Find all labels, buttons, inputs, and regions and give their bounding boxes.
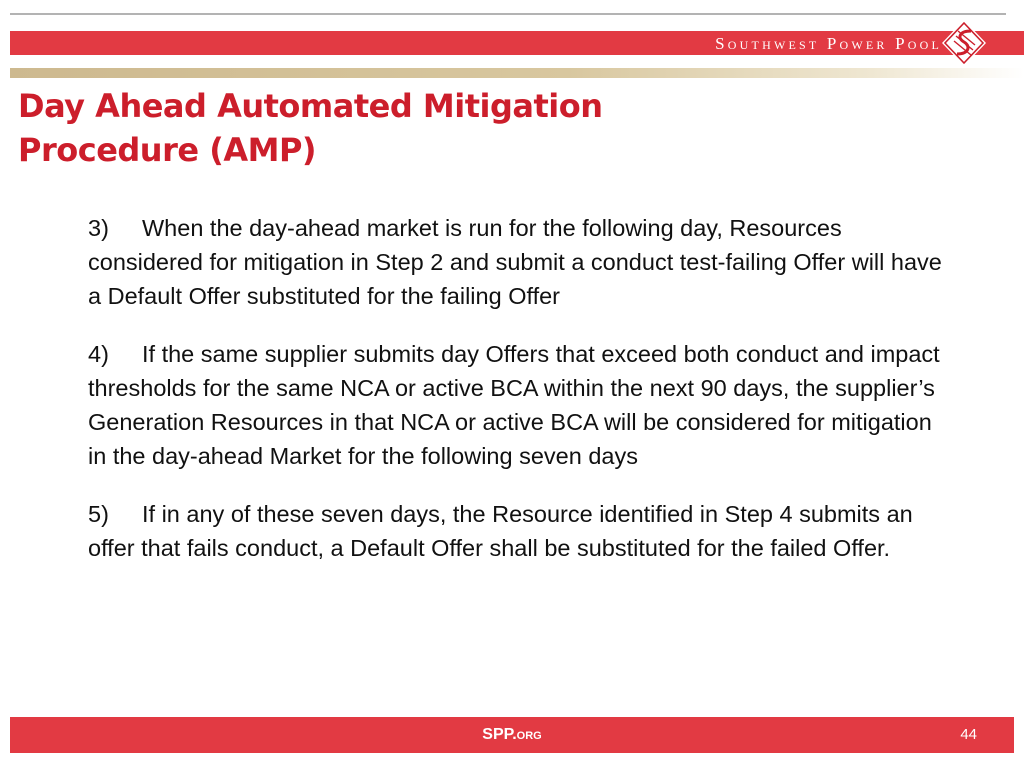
step-number: 4) — [88, 341, 109, 367]
step-text: If in any of these seven days, the Resource identified in Step 4 submits an offer that fails conduct, a Default Offer shall be substituted for the failed Offer. — [88, 501, 913, 561]
procedure-steps-list — [88, 211, 948, 589]
page-number: 44 — [960, 726, 977, 743]
footer-site-name: SPP.org — [482, 726, 542, 743]
spp-logo-icon — [940, 18, 988, 68]
brand-name: Southwest Power Pool — [715, 34, 942, 53]
step-text: If the same supplier submits day Offers that exceed both conduct and impact thresholds for the same NCA or active BCA within the next 90 days, the supplier’s Generation Resources in that NCA or active BCA will be considered for mitigation in the day-ahead Market for the following seven days — [88, 341, 940, 469]
slide-title-line-1: Day Ahead Automated Mitigation — [18, 87, 603, 125]
list-item — [88, 497, 948, 565]
slide-title-line-2: Procedure (AMP) — [18, 131, 317, 169]
slide-title — [18, 84, 918, 172]
top-divider — [10, 13, 1006, 15]
accent-band — [10, 68, 1024, 78]
step-text: When the day-ahead market is run for the following day, Resources considered for mitigation in Step 2 and submit a conduct test-failing Offer will have a Default Offer substituted for the failing Offer — [88, 215, 942, 309]
step-number: 3) — [88, 215, 109, 241]
list-item — [88, 211, 948, 313]
list-item — [88, 337, 948, 473]
step-number: 5) — [88, 501, 109, 527]
